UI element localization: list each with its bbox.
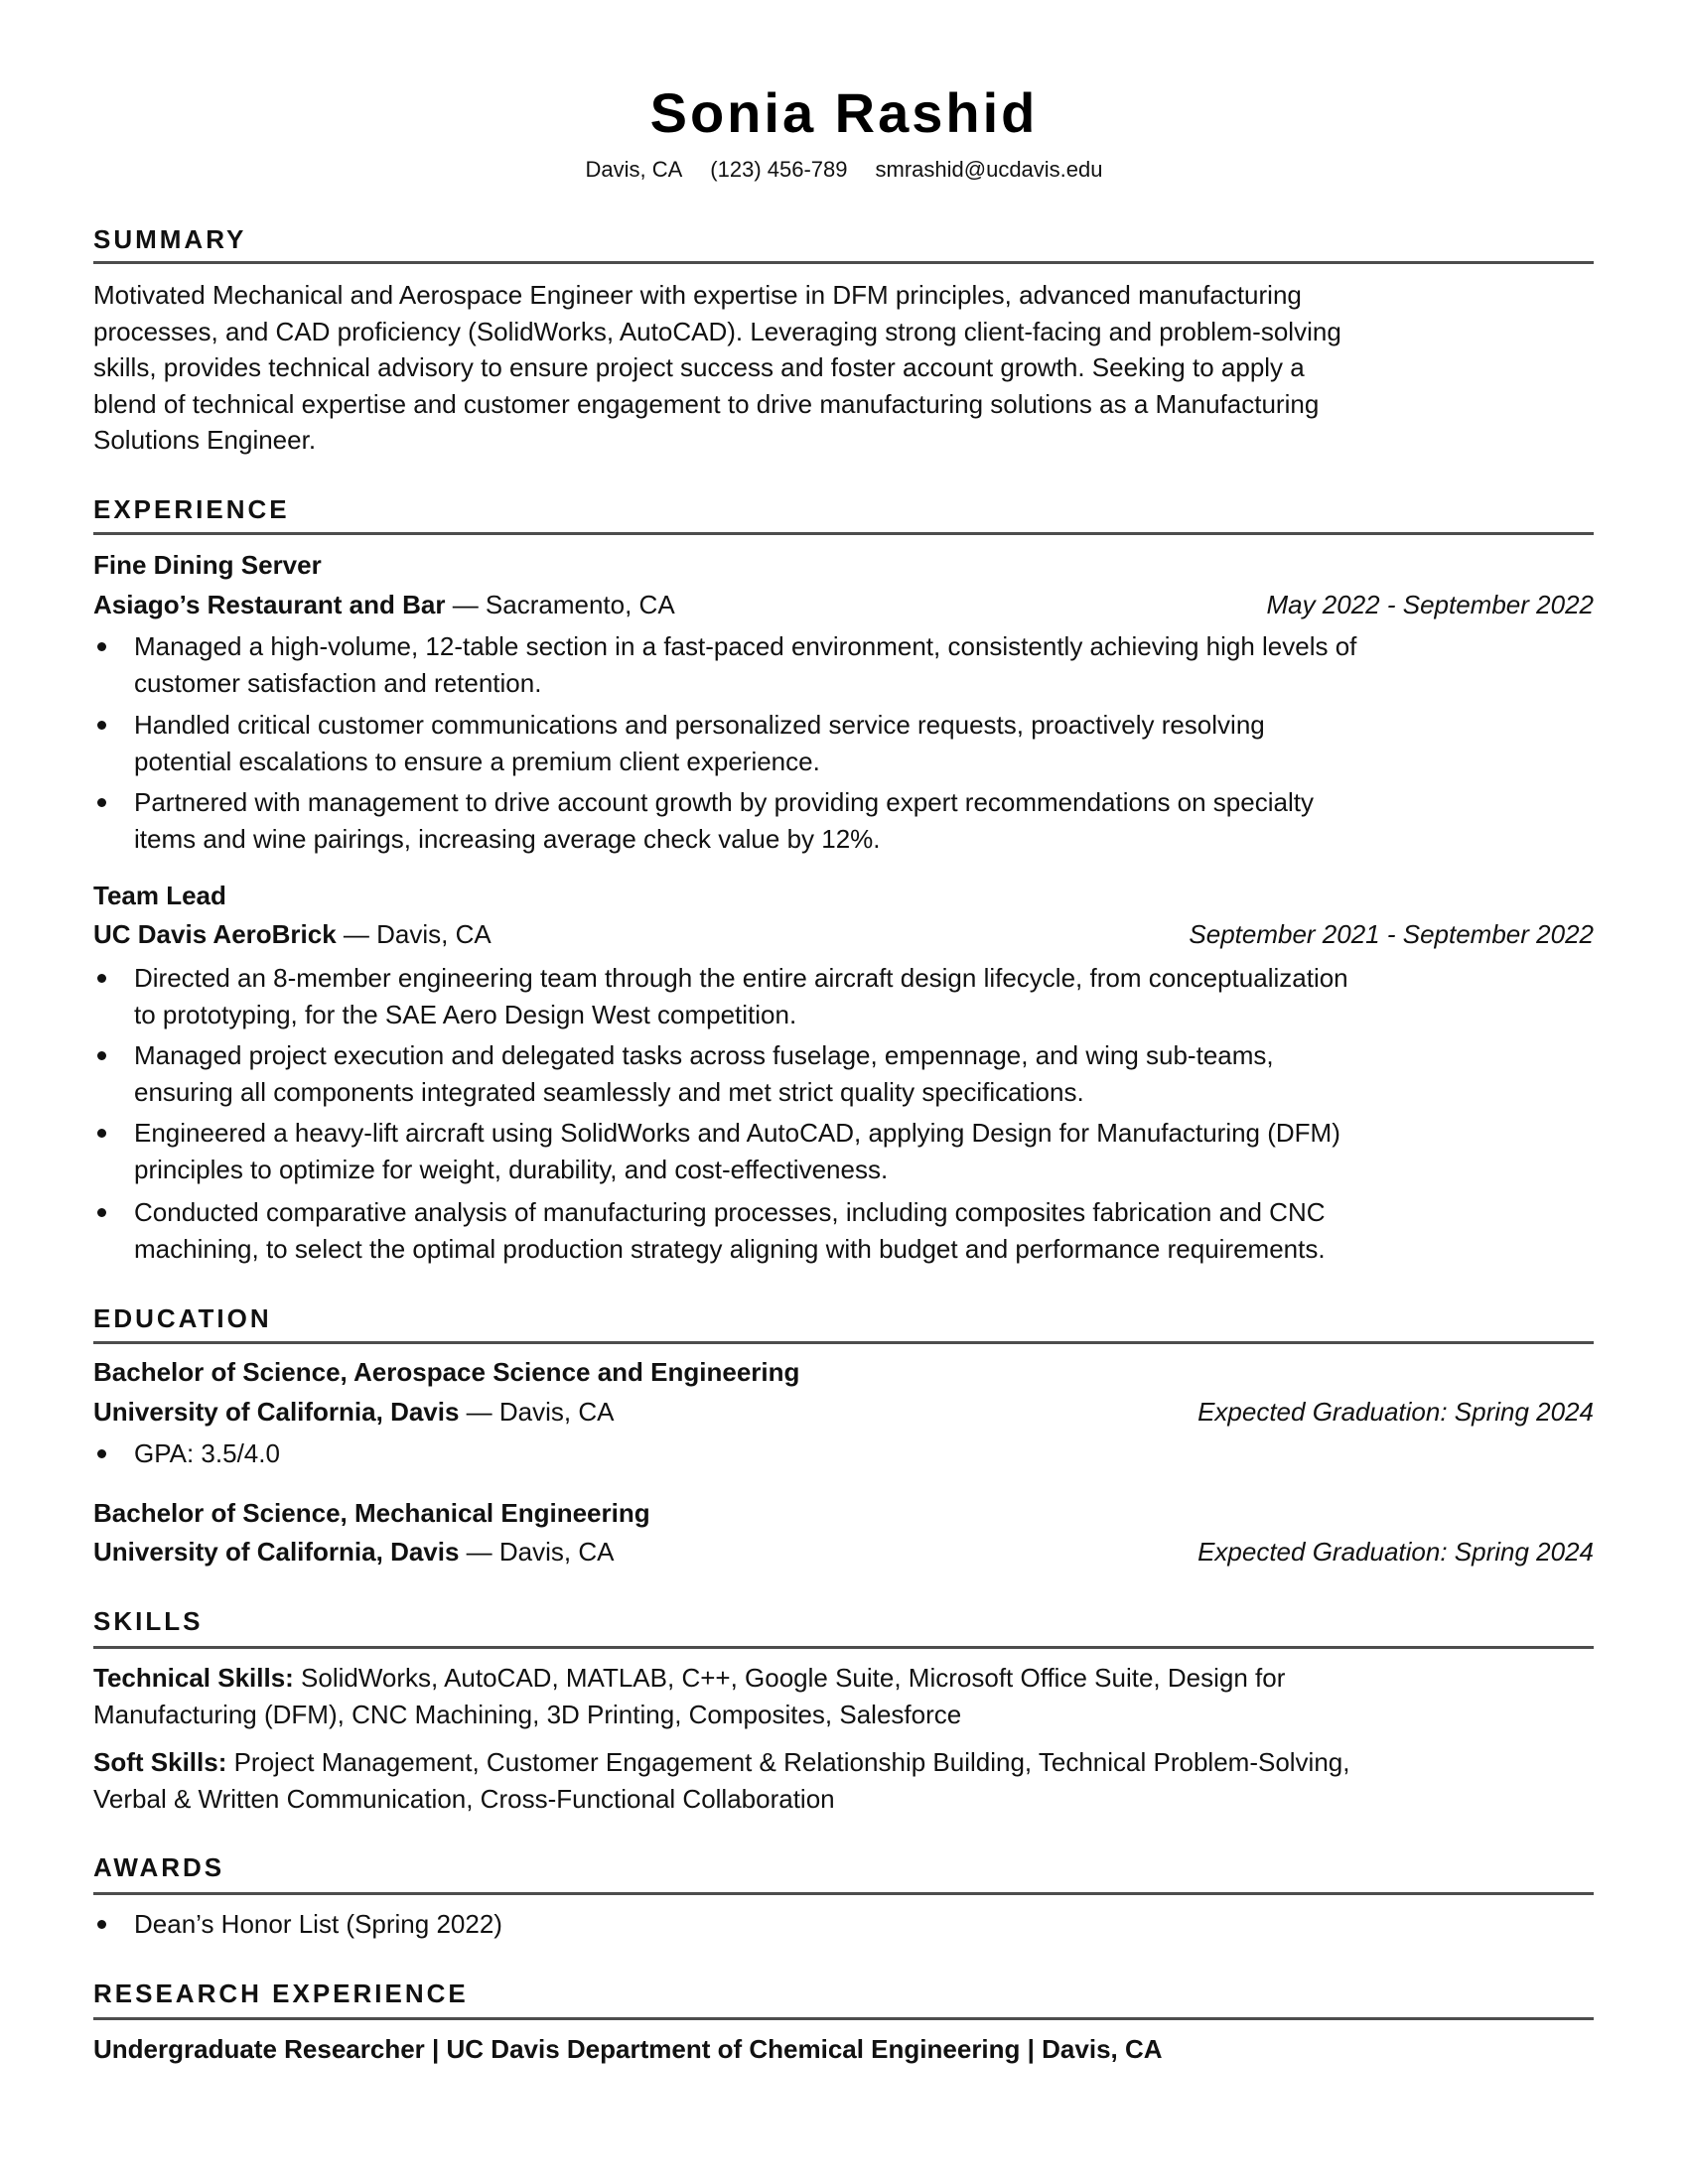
- summary-line: blend of technical expertise and customer engagement to drive manufacturing solutions as a Manufacturing: [93, 388, 1320, 419]
- bullet-line: principles to optimize for weight, durability, and cost-effectiveness.: [134, 1154, 889, 1184]
- bullet-line: Managed a high-volume, 12-table section in a fast-paced environment, consistently achieving high levels of: [134, 631, 1357, 661]
- graduation-date: Expected Graduation: Spring 2024: [1197, 1537, 1594, 1567]
- job-bullet: [93, 707, 1594, 779]
- award-text: Dean’s Honor List (Spring 2022): [134, 1909, 502, 1939]
- bullet-line: ensuring all components integrated seamlessly and met strict quality specifications.: [134, 1076, 1084, 1107]
- job-location: — Davis, CA: [336, 919, 492, 949]
- technical-skills-text: Manufacturing (DFM), CNC Machining, 3D Printing, Composites, Salesforce: [93, 1699, 962, 1729]
- degree-name: Bachelor of Science, Aerospace Science and Engineering: [93, 1357, 800, 1387]
- graduation-date: Expected Graduation: Spring 2024: [1197, 1397, 1594, 1427]
- summary-line: processes, and CAD proficiency (SolidWorks, AutoCAD). Leveraging strong client-facing and problem-solving: [93, 316, 1341, 346]
- job-org: UC Davis AeroBrick: [93, 919, 337, 949]
- job-bullet: [93, 1194, 1594, 1267]
- bullet-icon: [97, 1051, 106, 1060]
- research-heading: [93, 2031, 1594, 2067]
- job-bullet: [93, 628, 1594, 701]
- bullet-icon: [97, 1920, 106, 1929]
- job-bullet: [93, 1037, 1594, 1110]
- job-role: Team Lead: [93, 881, 226, 910]
- job-dates: September 2021 - September 2022: [1189, 919, 1594, 949]
- bullet-line: customer satisfaction and retention.: [134, 667, 542, 698]
- school-location: — Davis, CA: [459, 1397, 615, 1427]
- summary-line: Solutions Engineer.: [93, 425, 317, 455]
- job-org: Asiago’s Restaurant and Bar: [93, 590, 446, 619]
- award-item: [93, 1906, 1594, 1943]
- research-role: Undergraduate Researcher | UC Davis Department of Chemical Engineering | Davis, CA: [93, 2034, 1163, 2064]
- job-org-row: [93, 587, 1594, 622]
- job-location: — Sacramento, CA: [445, 590, 675, 619]
- gpa-text: GPA: 3.5/4.0: [134, 1438, 280, 1468]
- section-title-awards: AWARDS: [93, 1852, 225, 1882]
- bullet-line: potential escalations to ensure a premium client experience.: [134, 746, 820, 776]
- degree-title: [93, 1495, 1594, 1531]
- soft-skills-text: Project Management, Customer Engagement & Relationship Building, Technical Problem-Solving,: [226, 1747, 1350, 1777]
- section-title-skills: SKILLS: [93, 1606, 204, 1636]
- section-title-summary: SUMMARY: [93, 224, 247, 254]
- job-role: Fine Dining Server: [93, 550, 322, 580]
- bullet-icon: [97, 798, 106, 807]
- section-title-education: EDUCATION: [93, 1303, 272, 1333]
- bullet-icon: [97, 1208, 106, 1217]
- technical-skills-text: SolidWorks, AutoCAD, MATLAB, C++, Google Suite, Microsoft Office Suite, Design for: [293, 1663, 1286, 1693]
- technical-skills-label: Technical Skills:: [93, 1663, 294, 1693]
- job-title: [93, 547, 1594, 583]
- bullet-icon: [97, 642, 106, 651]
- technical-skills: [93, 1660, 1594, 1732]
- bullet-line: Managed project execution and delegated tasks across fuselage, empennage, and wing sub-teams,: [134, 1040, 1274, 1070]
- school-row: [93, 1394, 1594, 1430]
- section-divider: [93, 2017, 1594, 2020]
- bullet-line: Engineered a heavy-lift aircraft using SolidWorks and AutoCAD, applying Design for Manufacturing (DFM): [134, 1118, 1340, 1148]
- section-divider: [93, 532, 1594, 535]
- bullet-icon: [97, 721, 106, 730]
- section-title-experience: EXPERIENCE: [93, 494, 290, 524]
- bullet-line: machining, to select the optimal production strategy aligning with budget and performance requirements.: [134, 1233, 1326, 1264]
- bullet-icon: [97, 974, 106, 983]
- summary-line: Motivated Mechanical and Aerospace Engineer with expertise in DFM principles, advanced manufacturing: [93, 280, 1302, 310]
- degree-title: [93, 1354, 1594, 1390]
- job-bullet: [93, 960, 1594, 1032]
- section-divider: [93, 261, 1594, 264]
- soft-skills: [93, 1744, 1594, 1817]
- contact-line: [0, 155, 1688, 185]
- bullet-icon: [97, 1449, 106, 1458]
- bullet-line: items and wine pairings, increasing average check value by 12%.: [134, 823, 881, 854]
- bullet-line: Directed an 8-member engineering team through the entire aircraft design lifecycle, from conceptualization: [134, 963, 1348, 993]
- school-row: [93, 1534, 1594, 1570]
- section-title-research: RESEARCH EXPERIENCE: [93, 1979, 469, 2008]
- job-org-row: [93, 916, 1594, 952]
- summary-text: [93, 277, 1594, 459]
- contact-phone: (123) 456-789: [710, 157, 848, 182]
- bullet-line: Handled critical customer communications and personalized service requests, proactively resolving: [134, 710, 1265, 740]
- job-dates: May 2022 - September 2022: [1266, 590, 1594, 619]
- bullet-line: Conducted comparative analysis of manufacturing processes, including composites fabrication and CNC: [134, 1197, 1326, 1227]
- contact-location: Davis, CA: [585, 157, 683, 182]
- job-bullet: [93, 1115, 1594, 1187]
- bullet-line: to prototyping, for the SAE Aero Design West competition.: [134, 999, 797, 1029]
- section-divider: [93, 1341, 1594, 1344]
- soft-skills-text: Verbal & Written Communication, Cross-Functional Collaboration: [93, 1783, 835, 1814]
- summary-line: skills, provides technical advisory to ensure project success and foster account growth. Seeking to apply a: [93, 352, 1305, 382]
- contact-email[interactable]: smrashid@ucdavis.edu: [875, 157, 1103, 182]
- candidate-name: Sonia Rashid: [649, 81, 1039, 144]
- section-divider: [93, 1646, 1594, 1649]
- soft-skills-label: Soft Skills:: [93, 1747, 227, 1777]
- section-divider: [93, 1892, 1594, 1895]
- degree-name: Bachelor of Science, Mechanical Engineering: [93, 1498, 650, 1528]
- school-name: University of California, Davis: [93, 1537, 460, 1567]
- job-bullet: [93, 784, 1594, 857]
- school-name: University of California, Davis: [93, 1397, 460, 1427]
- education-bullet: [93, 1435, 1594, 1472]
- school-location: — Davis, CA: [459, 1537, 615, 1567]
- job-title: [93, 878, 1594, 913]
- bullet-line: Partnered with management to drive account growth by providing expert recommendations on specialty: [134, 787, 1314, 817]
- bullet-icon: [97, 1129, 106, 1138]
